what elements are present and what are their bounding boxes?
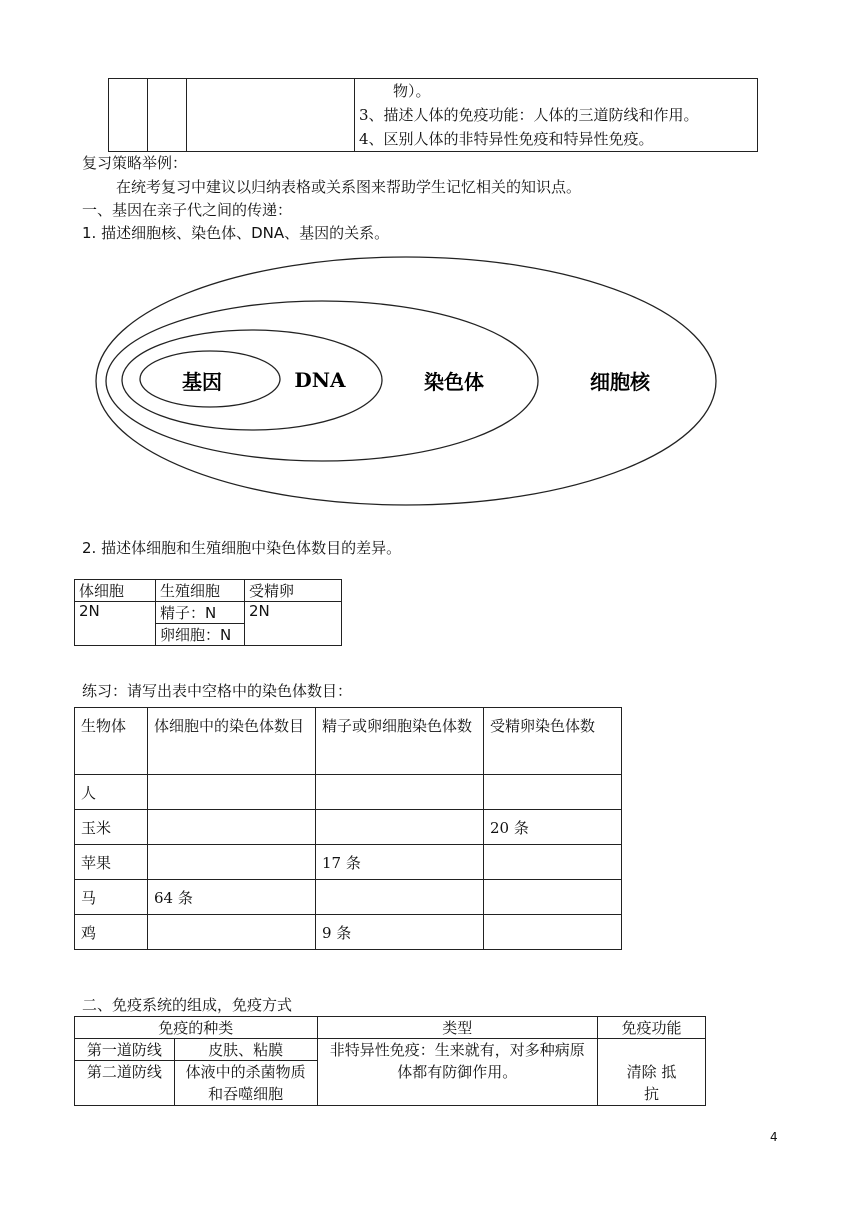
chrom-somatic-value: 2N xyxy=(75,602,156,646)
nested-ellipse-diagram xyxy=(90,255,730,515)
ex-cell: 人 xyxy=(75,775,148,810)
ex-header-gamete: 精子或卵细胞染色体数 xyxy=(316,708,484,775)
immune-line2-name: 第二道防线 xyxy=(75,1061,175,1106)
top-table-cell-4 xyxy=(355,79,758,152)
ex-header-zygote: 受精卵染色体数 xyxy=(484,708,622,775)
immune-line1-detail: 皮肤、粘膜 xyxy=(174,1039,317,1061)
immune-table xyxy=(74,1016,706,1106)
exercise-table xyxy=(74,707,622,950)
ex-cell xyxy=(148,845,316,880)
ex-cell: 鸡 xyxy=(75,915,148,950)
item2-text: 2. 描述体细胞和生殖细胞中染色体数目的差异。 xyxy=(82,539,402,557)
chrom-zygote-value: 2N xyxy=(245,602,342,646)
chrom-sperm-value: 精子：N xyxy=(156,602,245,624)
immune-line1-name: 第一道防线 xyxy=(75,1039,175,1061)
ex-cell xyxy=(316,810,484,845)
immune-function-text: 清除 抵抗 xyxy=(598,1039,706,1106)
top-table-line-2: 3、描述人体的免疫功能：人体的三道防线和作用。 xyxy=(359,106,699,124)
immune-header-type: 类型 xyxy=(317,1017,598,1039)
ex-cell xyxy=(148,775,316,810)
ex-cell xyxy=(484,775,622,810)
section1-title: 一、基因在亲子代之间的传递： xyxy=(82,201,293,219)
ex-cell: 马 xyxy=(75,880,148,915)
top-table-cell-1 xyxy=(109,79,148,152)
top-table-cell-3 xyxy=(187,79,355,152)
ex-cell xyxy=(148,915,316,950)
chrom-header-zygote: 受精卵 xyxy=(245,580,342,602)
ex-cell xyxy=(316,880,484,915)
strategy-text: 在统考复习中建议以归纳表格或关系图来帮助学生记忆相关的知识点。 xyxy=(116,178,582,196)
immune-line2-detail: 体液中的杀菌物质和吞噬细胞 xyxy=(174,1061,317,1106)
ex-cell xyxy=(484,880,622,915)
ex-header-organism: 生物体 xyxy=(75,708,148,775)
ex-cell: 玉米 xyxy=(75,810,148,845)
top-table-cell-2 xyxy=(148,79,187,152)
dna-label: DNA xyxy=(294,368,346,392)
ex-header-somatic: 体细胞中的染色体数目 xyxy=(148,708,316,775)
top-table-line-1: 物）。 xyxy=(393,82,431,100)
gene-label: 基因 xyxy=(182,370,222,394)
top-table-line-3: 4、区别人体的非特异性免疫和特异性免疫。 xyxy=(359,130,654,148)
chrom-header-somatic: 体细胞 xyxy=(75,580,156,602)
immune-header-function: 免疫功能 xyxy=(598,1017,706,1039)
chrom-header-germ: 生殖细胞 xyxy=(156,580,245,602)
immune-type-text: 非特异性免疫：生来就有，对多种病原体都有防御作用。 xyxy=(317,1039,598,1106)
section2-title: 二、免疫系统的组成，免疫方式 xyxy=(82,996,293,1014)
ex-cell xyxy=(316,775,484,810)
exercise-title: 练习：请写出表中空格中的染色体数目： xyxy=(82,682,353,700)
ex-cell: 17 条 xyxy=(316,845,484,880)
ex-cell xyxy=(148,810,316,845)
chromosome-label: 染色体 xyxy=(424,370,484,394)
strategy-title: 复习策略举例： xyxy=(82,154,188,172)
immune-header-kind: 免疫的种类 xyxy=(75,1017,318,1039)
ex-cell: 64 条 xyxy=(148,880,316,915)
ex-cell: 苹果 xyxy=(75,845,148,880)
ex-cell: 9 条 xyxy=(316,915,484,950)
top-table xyxy=(108,78,758,152)
ex-cell xyxy=(484,845,622,880)
ex-cell xyxy=(484,915,622,950)
nucleus-label: 细胞核 xyxy=(590,370,650,394)
item1-text: 1. 描述细胞核、染色体、DNA、基因的关系。 xyxy=(82,224,390,242)
page-number: 4 xyxy=(770,1130,778,1144)
chromosome-table xyxy=(74,579,342,646)
chrom-egg-value: 卵细胞：N xyxy=(156,624,245,646)
ex-cell: 20 条 xyxy=(484,810,622,845)
